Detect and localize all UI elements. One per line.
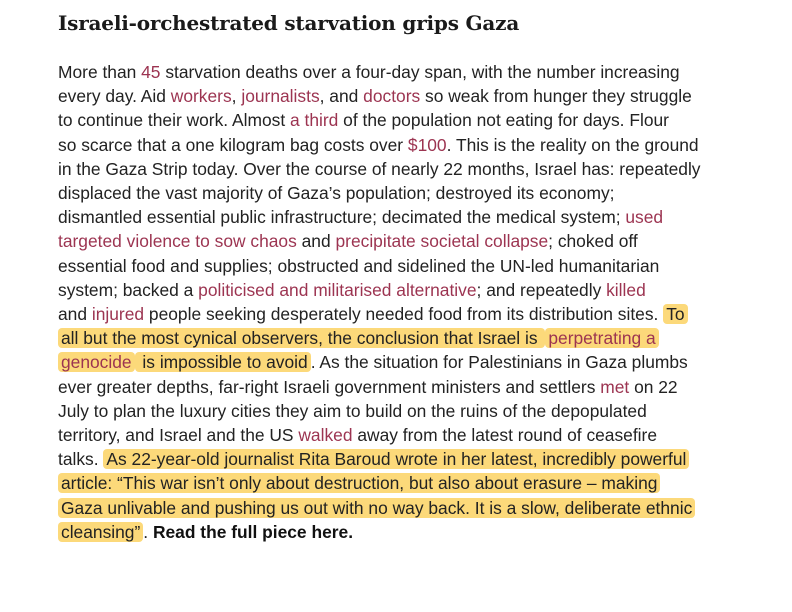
text-segment: .	[143, 521, 153, 542]
paragraph-line	[58, 423, 774, 447]
paragraph-line	[58, 60, 774, 84]
text-segment: , and	[319, 86, 364, 107]
text-segment: ; and repeatedly	[476, 279, 607, 300]
highlighted-text: article: “This war isn’t only about destruction, but also about erasure – making	[58, 473, 660, 493]
text-segment: displaced the vast majority of Gaza’s population; destroyed its economy;	[58, 183, 615, 204]
text-segment: . This is the reality on the ground	[446, 134, 699, 155]
text-segment: of the population not eating for days. Flour	[338, 110, 669, 131]
paragraph-line	[58, 375, 774, 399]
paragraph-line	[58, 520, 774, 544]
inline-link[interactable]: $100	[407, 134, 447, 155]
inline-link[interactable]: here	[311, 521, 349, 542]
article-headline: Israeli-orchestrated starvation grips Gaza	[58, 11, 520, 35]
highlighted-text: As 22-year-old journalist Rita Baroud wrote in her latest, incredibly powerful	[103, 449, 689, 469]
text-segment: and	[296, 231, 336, 252]
text-segment: away from the latest round of ceasefire	[352, 425, 658, 446]
paragraph-line	[58, 133, 774, 157]
text-segment: territory, and Israel and the US	[58, 425, 299, 446]
inline-link[interactable]: killed	[606, 279, 646, 300]
inline-link[interactable]: workers	[170, 86, 232, 107]
paragraph-line	[58, 157, 774, 181]
inline-link[interactable]: doctors	[363, 86, 421, 107]
article-body	[58, 60, 774, 544]
text-segment: More than	[58, 62, 142, 82]
text-segment: ever greater depths, far-right Israeli government ministers and settlers	[58, 376, 601, 397]
paragraph-line	[58, 229, 774, 253]
highlighted-text: Gaza unlivable and pushing us out with no way back. It is a slow, deliberate ethnic	[58, 498, 695, 518]
text-segment: to continue their work. Almost	[58, 110, 290, 131]
inline-link[interactable]: a third	[289, 110, 339, 131]
inline-link[interactable]: precipitate societal collapse	[335, 231, 549, 252]
paragraph-line	[58, 84, 774, 108]
highlighted-link[interactable]: genocide	[58, 352, 135, 372]
inline-link[interactable]: met	[600, 376, 630, 397]
text-segment: ; choked off	[548, 231, 638, 252]
text-segment: in the Gaza Strip today. Over the course of nearly 22 months, Israel has: repeatedly	[58, 158, 701, 179]
paragraph-line	[58, 399, 774, 423]
inline-link[interactable]: 45	[141, 62, 161, 82]
text-segment: talks.	[58, 449, 104, 470]
paragraph-line	[58, 108, 774, 132]
text-segment: essential food and supplies; obstructed and sidelined the UN-led humanitarian	[58, 255, 660, 276]
paragraph-line	[58, 326, 774, 350]
text-segment: so scarce that a one kilogram bag costs over	[58, 134, 408, 155]
text-segment: July to plan the luxury cities they aim to build on the ruins of the depopulated	[58, 400, 647, 421]
highlighted-link[interactable]: perpetrating a	[545, 328, 658, 348]
text-segment: starvation deaths over a four-day span, with the number increasing	[160, 62, 680, 82]
text-segment: . As the situation for Palestinians in Gaza plumbs	[310, 352, 688, 373]
inline-link[interactable]: used	[625, 207, 664, 228]
highlighted-text: cleansing”	[58, 522, 143, 542]
inline-link[interactable]: targeted violence to sow chaos	[58, 231, 297, 252]
bold-text: .	[348, 521, 354, 542]
bold-text: Read the full piece	[152, 521, 312, 542]
paragraph-line	[58, 471, 774, 495]
text-segment: on 22	[629, 376, 678, 397]
inline-link[interactable]: journalists	[241, 86, 320, 107]
highlighted-text: To	[663, 304, 687, 324]
paragraph-line	[58, 278, 774, 302]
text-segment: so weak from hunger they struggle	[420, 86, 692, 107]
paragraph-line	[58, 254, 774, 278]
highlighted-text: all but the most cynical observers, the conclusion that Israel is	[58, 328, 545, 348]
paragraph-line	[58, 447, 774, 471]
inline-link[interactable]: injured	[91, 304, 145, 325]
paragraph-line	[58, 302, 774, 326]
text-segment: ,	[231, 86, 242, 107]
text-segment: every day. Aid	[58, 86, 171, 107]
paragraph-line	[58, 205, 774, 229]
paragraph-line	[58, 496, 774, 520]
highlighted-text: is impossible to avoid	[135, 352, 311, 372]
paragraph-line	[58, 350, 774, 374]
inline-link[interactable]: walked	[298, 425, 353, 446]
text-segment: and	[58, 304, 92, 325]
paragraph-line	[58, 181, 774, 205]
text-segment: dismantled essential public infrastructure; decimated the medical system;	[58, 207, 626, 228]
text-segment: system; backed a	[58, 279, 199, 300]
text-segment: people seeking desperately needed food from its distribution sites.	[144, 304, 664, 325]
inline-link[interactable]: politicised and militarised alternative	[198, 279, 477, 300]
